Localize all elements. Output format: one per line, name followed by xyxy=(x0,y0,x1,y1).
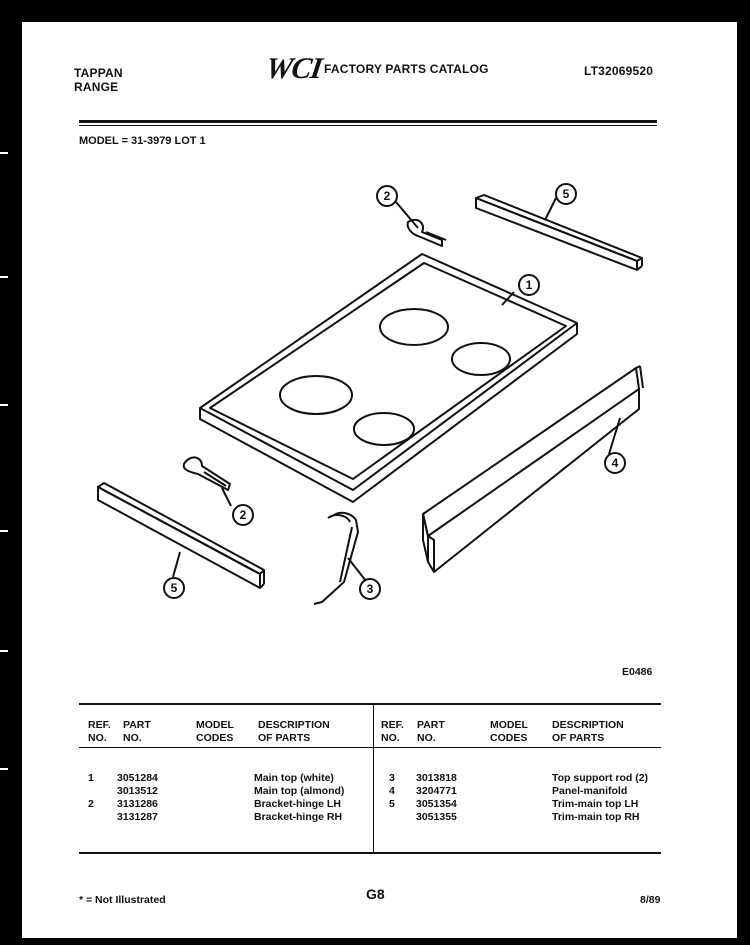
callout-4: 4 xyxy=(611,456,619,470)
support-rod-part xyxy=(314,513,358,604)
callout-2-top: 2 xyxy=(383,189,391,203)
part-desc: Main top (white) xyxy=(254,772,334,784)
callout-1: 1 xyxy=(525,278,533,292)
callout-3: 3 xyxy=(366,582,374,596)
edge-tick xyxy=(0,768,8,770)
not-illustrated-note: * = Not Illustrated xyxy=(79,894,166,906)
part-desc: Trim-main top RH xyxy=(552,811,640,823)
hdr-no: NO. xyxy=(381,732,400,744)
table-top-rule xyxy=(79,703,661,705)
callout-5-top: 5 xyxy=(562,187,570,201)
hdr-part: PART xyxy=(123,719,151,731)
hdr-desc: DESCRIPTION xyxy=(258,719,330,731)
part-no: 3051354 xyxy=(416,798,457,810)
ref-no: 4 xyxy=(389,785,395,797)
hdr-model: MODEL xyxy=(196,719,234,731)
ref-no: 2 xyxy=(88,798,94,810)
edge-tick xyxy=(0,650,8,652)
catalog-page xyxy=(22,22,737,938)
part-desc: Bracket-hinge LH xyxy=(254,798,341,810)
part-no: 3131286 xyxy=(117,798,158,810)
hdr-desc: DESCRIPTION xyxy=(552,719,624,731)
ref-no: 5 xyxy=(389,798,395,810)
table-header-rule xyxy=(79,747,661,748)
edge-tick xyxy=(0,530,8,532)
product-type: RANGE xyxy=(74,80,119,94)
callout-5-left: 5 xyxy=(170,581,178,595)
trim-left-part xyxy=(98,483,264,588)
part-no: 3051355 xyxy=(416,811,457,823)
part-no: 3051284 xyxy=(117,772,158,784)
edge-tick xyxy=(0,404,8,406)
ref-no: 3 xyxy=(389,772,395,784)
part-desc: Trim-main top LH xyxy=(552,798,639,810)
trim-top-part xyxy=(476,195,642,270)
part-desc: Panel-manifold xyxy=(552,785,628,797)
part-no: 3013818 xyxy=(416,772,457,784)
hdr-part-no: NO. xyxy=(417,732,436,744)
part-no: 3131287 xyxy=(117,811,158,823)
figure-code: E0486 xyxy=(622,666,653,678)
hdr-model: MODEL xyxy=(490,719,528,731)
hdr-ref: REF. xyxy=(381,719,404,731)
hdr-of-parts: OF PARTS xyxy=(552,732,605,744)
bracket-hinge-left xyxy=(184,457,230,490)
table-row xyxy=(88,772,94,785)
part-no: 3204771 xyxy=(416,785,457,797)
hdr-no: NO. xyxy=(88,732,107,744)
hdr-codes: CODES xyxy=(196,732,234,744)
callout-2-left: 2 xyxy=(239,508,247,522)
hdr-part: PART xyxy=(417,719,445,731)
catalog-date: 8/89 xyxy=(640,894,661,906)
edge-tick xyxy=(0,276,8,278)
part-desc: Main top (almond) xyxy=(254,785,345,797)
hdr-codes: CODES xyxy=(490,732,528,744)
hdr-part-no: NO. xyxy=(123,732,142,744)
edge-tick xyxy=(0,152,8,154)
catalog-title: FACTORY PARTS CATALOG xyxy=(324,62,489,76)
hdr-ref: REF. xyxy=(88,719,111,731)
ref-no: 1 xyxy=(88,772,94,784)
part-desc: Top support rod (2) xyxy=(552,772,649,784)
hdr-of-parts: OF PARTS xyxy=(258,732,311,744)
exploded-diagram xyxy=(22,22,737,702)
part-no: 3013512 xyxy=(117,785,158,797)
table-divider xyxy=(373,705,374,853)
catalog-number: LT32069520 xyxy=(584,64,654,78)
brand-name: TAPPAN xyxy=(74,66,123,80)
wci-logo: WCI xyxy=(263,52,324,85)
model-line: MODEL = 31-3979 LOT 1 xyxy=(79,135,206,147)
page-number: G8 xyxy=(366,886,385,902)
part-desc: Bracket-hinge RH xyxy=(254,811,343,823)
table-bottom-rule xyxy=(79,852,661,854)
